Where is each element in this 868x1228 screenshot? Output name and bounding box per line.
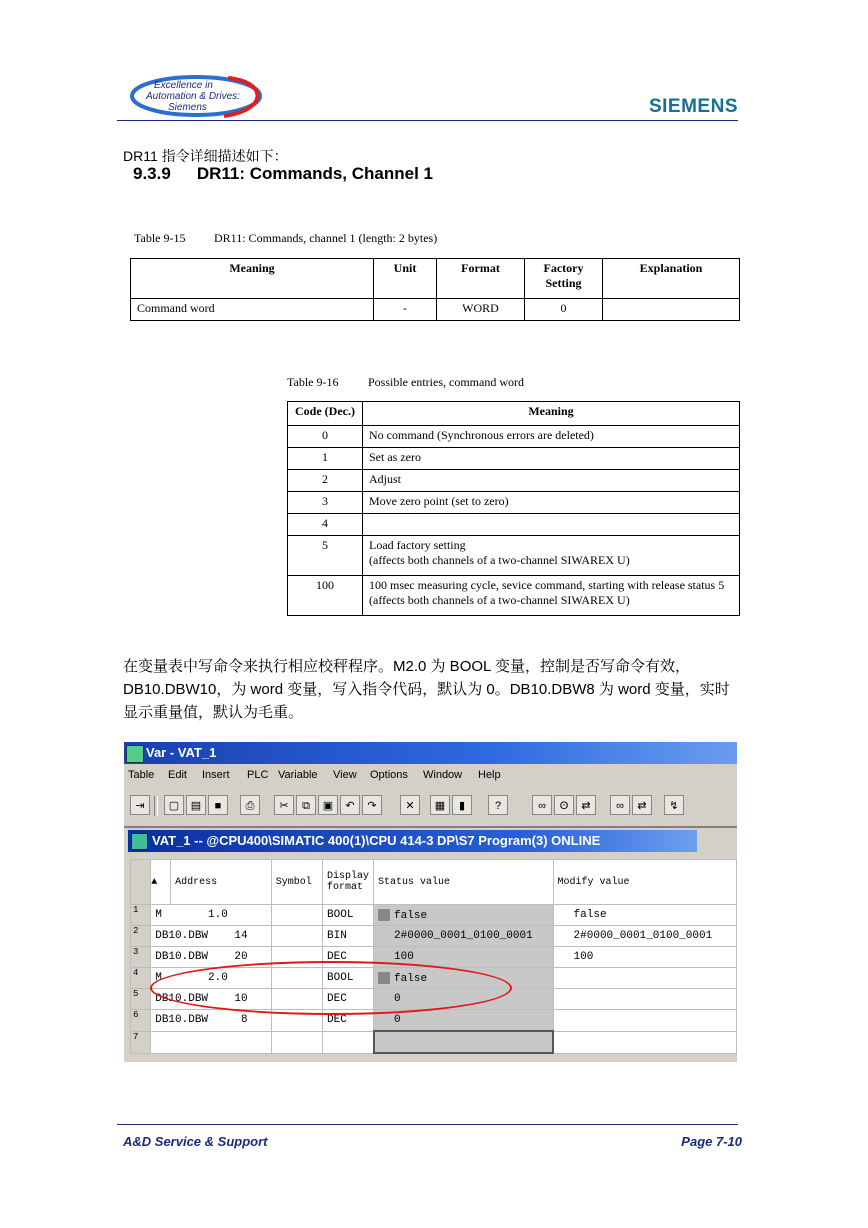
menu-bar — [124, 766, 737, 786]
row-header-corner — [131, 860, 151, 905]
row-number: 2 — [131, 926, 151, 947]
glasses-icon[interactable]: ∞ — [532, 795, 552, 815]
table1-header: Meaning — [131, 259, 374, 299]
cut-icon[interactable]: ✂ — [274, 795, 294, 815]
table1-header: Explanation — [603, 259, 740, 299]
menu-edit[interactable]: Edit — [168, 769, 187, 781]
bool-indicator-icon — [378, 909, 390, 921]
toolbar — [124, 792, 737, 820]
footer-left: A&D Service & Support — [123, 1134, 268, 1149]
modify-cell[interactable]: 2#0000_0001_0100_0001 — [553, 926, 736, 947]
monitor-glasses-icon[interactable]: ʘ — [554, 795, 574, 815]
footer-page: Page 7-10 — [681, 1134, 742, 1149]
address-cell[interactable]: M 1.0 — [151, 905, 272, 926]
section-heading — [133, 164, 433, 184]
toolbar-separator — [154, 796, 158, 816]
modify-cell[interactable] — [553, 1010, 736, 1032]
force-icon[interactable]: ↯ — [664, 795, 684, 815]
col-address: Address — [171, 860, 272, 905]
address-cell[interactable] — [151, 1031, 272, 1053]
table2-meaning: Adjust — [363, 470, 740, 492]
address-cell[interactable]: DB10.DBW 8 — [151, 1010, 272, 1032]
window-titlebar[interactable] — [124, 742, 737, 764]
plc-icon[interactable]: ▮ — [452, 795, 472, 815]
address-cell[interactable]: DB10.DBW 14 — [151, 926, 272, 947]
status-cell: 0 — [374, 989, 554, 1010]
table-row[interactable] — [131, 1010, 737, 1032]
table2-meaning: Set as zero — [363, 448, 740, 470]
table1-cell — [603, 299, 740, 321]
copy-icon[interactable]: ⧉ — [296, 795, 316, 815]
row-number: 4 — [131, 968, 151, 989]
table2-header: Meaning — [363, 402, 740, 426]
menu-help[interactable]: Help — [478, 769, 501, 781]
vat-window — [124, 742, 737, 1062]
highlight-ellipse — [150, 961, 512, 1015]
section-number: 9.3.9 — [133, 164, 171, 183]
format-cell[interactable] — [323, 1031, 374, 1053]
vat-inner-window — [124, 826, 737, 1062]
table1-caption-label: Table 9-15 — [134, 231, 186, 245]
table1-cell: - — [374, 299, 437, 321]
table2-code: 5 — [288, 536, 363, 576]
format-cell[interactable]: BIN — [323, 926, 374, 947]
table2-code: 4 — [288, 514, 363, 536]
window-title: Var - VAT_1 — [146, 745, 217, 760]
logo-line-2: Automation & Drives: — [146, 91, 240, 102]
table1-header: Unit — [374, 259, 437, 299]
table2-meaning: 100 msec measuring cycle, sevice command, starting with release status 5 (affects both channels of a two-channel SIWAREX U) — [363, 576, 740, 616]
modify-icon[interactable]: ⇄ — [576, 795, 596, 815]
table2-code: 100 — [288, 576, 363, 616]
inner-title: VAT_1 -- @CPU400\SIMATIC 400(1)\CPU 414-3 DP\S7 Program(3) ONLINE — [152, 833, 601, 848]
menu-plc[interactable]: PLC — [247, 769, 269, 781]
row-number: 5 — [131, 989, 151, 1010]
status-value: false — [394, 909, 428, 922]
table-row[interactable] — [131, 905, 737, 926]
table2-code: 1 — [288, 448, 363, 470]
col-display-format: Display format — [323, 860, 374, 905]
vat-table-icon — [131, 833, 148, 850]
section-title: DR11: Commands, Channel 1 — [196, 164, 433, 183]
sort-icon[interactable]: ▲ — [151, 860, 171, 905]
trigger-monitor-icon[interactable]: ∞ — [610, 795, 630, 815]
pin-icon[interactable]: ⇥ — [130, 795, 150, 815]
table2-caption-label: Table 9-16 — [287, 375, 339, 389]
table-row[interactable] — [131, 1031, 737, 1053]
table2 — [287, 401, 740, 616]
symbol-cell[interactable] — [271, 926, 322, 947]
modify-cell[interactable]: false — [553, 905, 736, 926]
format-cell[interactable]: DEC — [323, 947, 374, 968]
undo-icon[interactable]: ↶ — [340, 795, 360, 815]
table1-caption-text: DR11: Commands, channel 1 (length: 2 bytes) — [214, 231, 438, 245]
new-file-icon[interactable]: ▢ — [164, 795, 184, 815]
help-cursor-icon[interactable]: ? — [488, 795, 508, 815]
format-cell[interactable]: BOOL — [323, 905, 374, 926]
format-cell[interactable]: BOOL — [323, 968, 374, 989]
table1-header: Format — [437, 259, 525, 299]
logo-line-3: Siemens — [168, 102, 207, 113]
col-modify-value: Modify value — [553, 860, 736, 905]
table1-cell: Command word — [131, 299, 374, 321]
intro-text: DR11 指令详细描述如下： — [123, 148, 288, 164]
table2-meaning: Move zero point (set to zero) — [363, 492, 740, 514]
modify-cell[interactable] — [553, 968, 736, 989]
table2-code: 2 — [288, 470, 363, 492]
delete-icon[interactable]: ✕ — [400, 795, 420, 815]
table1-cell: WORD — [437, 299, 525, 321]
address-cell[interactable]: DB10.DBW 20 — [151, 947, 272, 968]
table-row[interactable] — [131, 947, 737, 968]
status-value: false — [394, 972, 428, 985]
save-icon[interactable]: ■ — [208, 795, 228, 815]
format-cell[interactable]: DEC — [323, 989, 374, 1010]
format-cell[interactable]: DEC — [323, 1010, 374, 1032]
modify-cell[interactable]: 100 — [553, 947, 736, 968]
row-number: 6 — [131, 1010, 151, 1032]
header-divider — [117, 120, 738, 121]
menu-window[interactable]: Window — [423, 769, 463, 781]
table-row[interactable] — [131, 926, 737, 947]
print-icon[interactable]: ⎙ — [240, 795, 260, 815]
col-symbol: Symbol — [271, 860, 322, 905]
status-cell: 0 — [374, 1010, 554, 1032]
open-folder-icon[interactable]: ▤ — [186, 795, 206, 815]
table1-header: Factory Setting — [525, 259, 603, 299]
menu-variable[interactable]: Variable — [278, 769, 318, 781]
address-cell[interactable]: DB10.DBW 10 — [151, 989, 272, 1010]
table2-code: 0 — [288, 426, 363, 448]
table2-meaning — [363, 514, 740, 536]
modify-cell[interactable] — [553, 989, 736, 1010]
variable-table — [130, 859, 737, 1054]
status-cell — [374, 1031, 554, 1053]
inner-titlebar[interactable] — [128, 830, 697, 852]
menu-options[interactable]: Options — [370, 769, 408, 781]
status-cell: 2#0000_0001_0100_0001 — [374, 926, 554, 947]
col-status-value: Status value — [374, 860, 554, 905]
status-cell: 100 — [374, 947, 554, 968]
symbol-cell[interactable] — [271, 905, 322, 926]
ad-logo — [128, 70, 268, 120]
footer-divider — [117, 1124, 738, 1125]
redo-icon[interactable]: ↷ — [362, 795, 382, 815]
table2-meaning: Load factory setting (affects both channels of a two-channel SIWAREX U) — [363, 536, 740, 576]
status-cell — [374, 905, 554, 926]
table1-caption — [134, 231, 437, 246]
table1 — [130, 258, 740, 321]
menu-insert[interactable]: Insert — [202, 769, 230, 781]
table2-caption-text: Possible entries, command word — [368, 375, 524, 389]
table2-meaning: No command (Synchronous errors are deleted) — [363, 426, 740, 448]
table1-cell: 0 — [525, 299, 603, 321]
table2-header: Code (Dec.) — [288, 402, 363, 426]
body-paragraph: 在变量表中写命令来执行相应校秤程序。M2.0 为 BOOL 变量，控制是否写命令有效，DB10.DBW10，为 word 变量，写入指令代码，默认为 0。DB10.DBW8 为 word 变量，实时显示重量值，默认为毛重。 — [123, 658, 730, 721]
address-cell[interactable]: M 2.0 — [151, 968, 272, 989]
modify-cell[interactable] — [553, 1031, 736, 1053]
table2-caption — [287, 375, 524, 390]
logo-line-1: Excellence in — [154, 80, 213, 91]
menu-table[interactable]: Table — [128, 769, 155, 781]
row-number: 1 — [131, 905, 151, 926]
trigger-modify-icon[interactable]: ⇄ — [632, 795, 652, 815]
paste-icon[interactable]: ▣ — [318, 795, 338, 815]
menu-view[interactable]: View — [333, 769, 357, 781]
vat-app-icon — [126, 745, 144, 763]
table2-code: 3 — [288, 492, 363, 514]
monitor-icon[interactable]: ▦ — [430, 795, 450, 815]
symbol-cell[interactable] — [271, 1031, 322, 1053]
row-number: 3 — [131, 947, 151, 968]
row-number: 7 — [131, 1031, 151, 1053]
siemens-brand: SIEMENS — [648, 96, 738, 117]
